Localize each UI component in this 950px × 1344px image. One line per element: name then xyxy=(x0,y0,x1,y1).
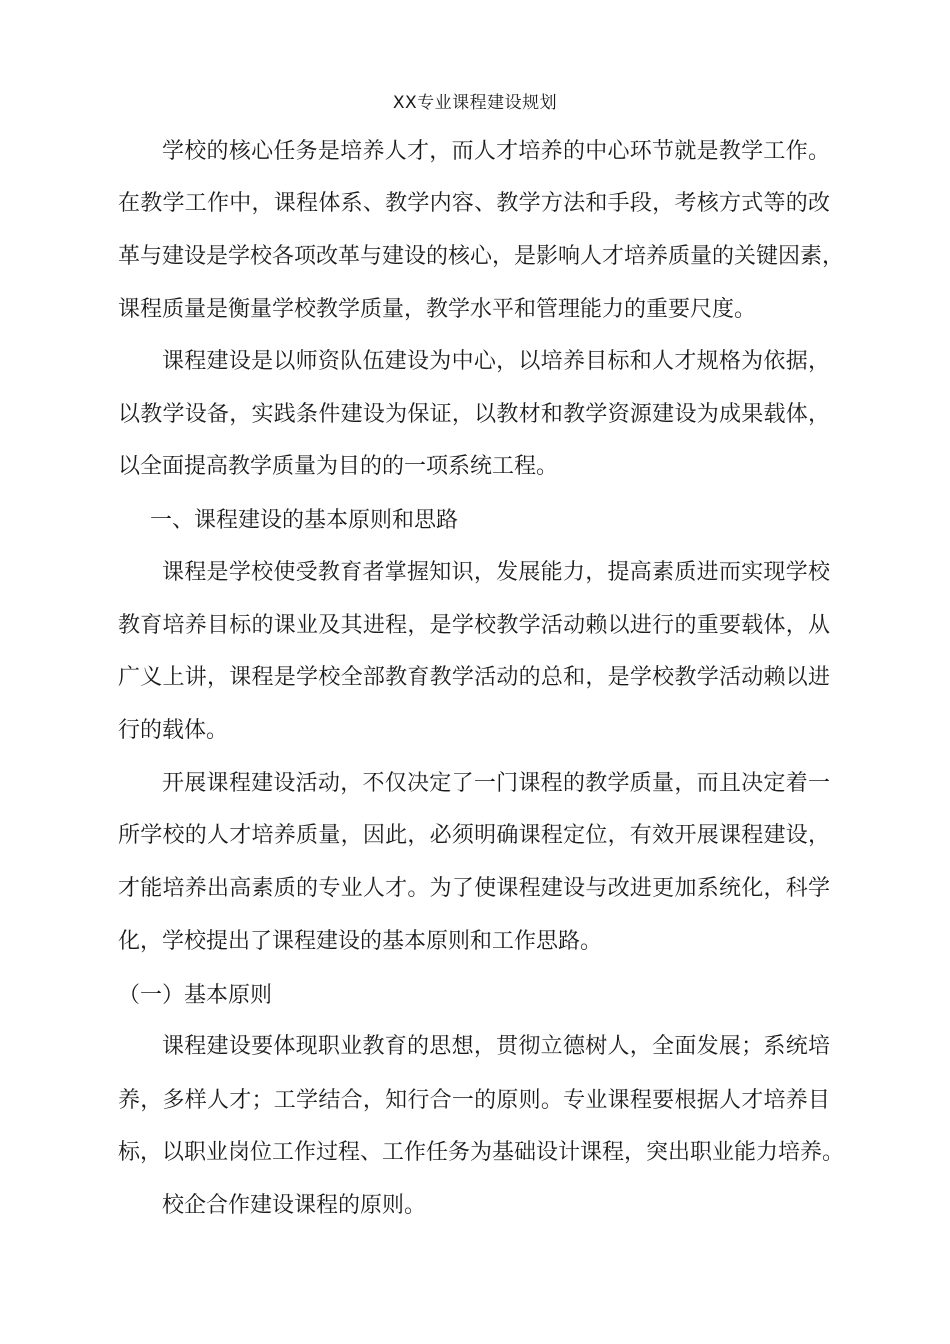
paragraph-line: 广义上讲，课程是学校全部教育教学活动的总和，是学校教学活动赖以进 xyxy=(118,665,830,690)
paragraph-line: 课程建设要体现职业教育的思想，贯彻立德树人，全面发展；系统培 xyxy=(162,1034,830,1059)
paragraph-line: 行的载体。 xyxy=(118,718,229,743)
paragraph-line: 在教学工作中，课程体系、教学内容、教学方法和手段，考核方式等的改 xyxy=(118,191,830,216)
paragraph-line: 校企合作建设课程的原则。 xyxy=(162,1193,427,1218)
paragraph-line: 教育培养目标的课业及其进程，是学校教学活动赖以进行的重要载体，从 xyxy=(118,613,830,638)
document-title: XX专业课程建设规划 xyxy=(392,93,558,113)
paragraph-line: 课程建设是以师资队伍建设为中心，以培养目标和人才规格为依据， xyxy=(162,349,830,374)
paragraph-line: 开展课程建设活动，不仅决定了一门课程的教学质量，而且决定着一 xyxy=(162,771,830,796)
paragraph-line: 以教学设备，实践条件建设为保证，以教材和教学资源建设为成果载体， xyxy=(118,402,830,427)
paragraph-line: 课程是学校使受教育者掌握知识，发展能力，提高素质进而实现学校 xyxy=(162,560,830,585)
paragraph-line: 以全面提高教学质量为目的的一项系统工程。 xyxy=(118,454,559,479)
paragraph-line: 标，以职业岗位工作过程、工作任务为基础设计课程，突出职业能力培养。 xyxy=(118,1140,845,1165)
paragraph-line: 课程质量是衡量学校教学质量，教学水平和管理能力的重要尺度。 xyxy=(118,297,757,322)
subsection-heading: （一）基本原则 xyxy=(118,983,273,1008)
paragraph-line: 革与建设是学校各项改革与建设的核心，是影响人才培养质量的关键因素， xyxy=(118,244,845,269)
section-heading: 一、课程建设的基本原则和思路 xyxy=(150,508,459,533)
paragraph-line: 养，多样人才；工学结合，知行合一的原则。专业课程要根据人才培养目 xyxy=(118,1088,830,1113)
paragraph-line: 所学校的人才培养质量，因此，必须明确课程定位，有效开展课程建设， xyxy=(118,823,830,848)
paragraph-line: 才能培养出高素质的专业人才。为了使课程建设与改进更加系统化，科学 xyxy=(118,876,830,901)
paragraph-line: 学校的核心任务是培养人才，而人才培养的中心环节就是教学工作。 xyxy=(162,139,830,164)
paragraph-line: 化，学校提出了课程建设的基本原则和工作思路。 xyxy=(118,929,603,954)
